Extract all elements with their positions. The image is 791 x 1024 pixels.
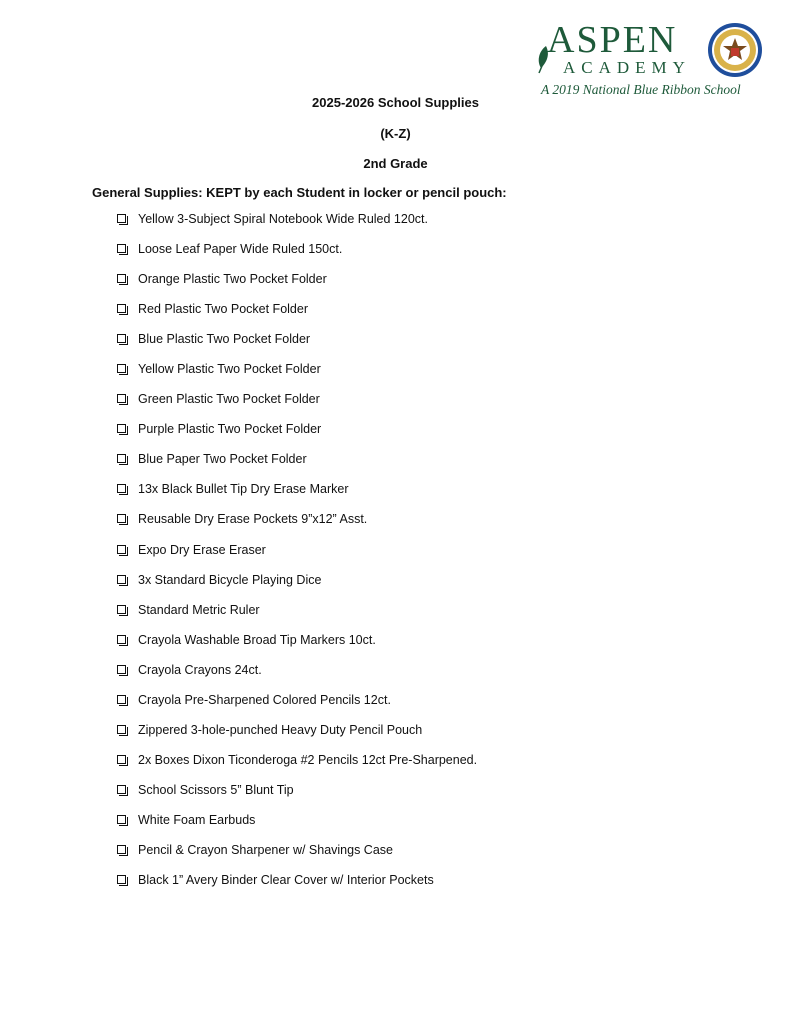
list-item (117, 752, 477, 782)
checkbox-icon (117, 484, 126, 493)
list-item-label: Red Plastic Two Pocket Folder (138, 302, 308, 317)
list-item (117, 722, 477, 752)
checkbox-icon (117, 454, 126, 463)
checkbox-icon (117, 695, 126, 704)
list-item-label: Expo Dry Erase Eraser (138, 542, 266, 557)
checkbox-icon (117, 785, 126, 794)
logo-subtitle: ACADEMY (563, 58, 691, 77)
list-item (117, 331, 477, 361)
checkbox-icon (117, 424, 126, 433)
list-item (117, 271, 477, 301)
list-item-label: 13x Black Bullet Tip Dry Erase Marker (138, 482, 349, 497)
list-item (117, 361, 477, 391)
list-item (117, 391, 477, 421)
list-item-label: 3x Standard Bicycle Playing Dice (138, 572, 322, 587)
list-item (117, 602, 477, 632)
checkbox-icon (117, 755, 126, 764)
list-item (117, 812, 477, 842)
document-title: 2025-2026 School Supplies (312, 95, 479, 110)
list-item-label: Black 1” Avery Binder Clear Cover w/ Interior Pockets (138, 873, 434, 888)
list-item (117, 572, 477, 602)
list-item-label: Green Plastic Two Pocket Folder (138, 392, 320, 407)
supply-list (117, 211, 477, 902)
list-item (117, 511, 477, 541)
checkbox-icon (117, 364, 126, 373)
list-item-label: Yellow Plastic Two Pocket Folder (138, 362, 321, 377)
checkbox-icon (117, 815, 126, 824)
checkbox-icon (117, 575, 126, 584)
list-item-label: Standard Metric Ruler (138, 602, 260, 617)
list-item (117, 241, 477, 271)
list-item (117, 782, 477, 812)
checkbox-icon (117, 394, 126, 403)
list-item-label: Purple Plastic Two Pocket Folder (138, 422, 322, 437)
list-item (117, 842, 477, 872)
list-item-label: Loose Leaf Paper Wide Ruled 150ct. (138, 242, 343, 257)
checkbox-icon (117, 665, 126, 674)
checkbox-icon (117, 514, 126, 523)
list-item-label: Zippered 3-hole-punched Heavy Duty Pencil Pouch (138, 722, 423, 737)
national-blue-ribbon-seal-icon (707, 22, 763, 78)
list-item-label: Blue Plastic Two Pocket Folder (138, 332, 311, 347)
list-item (117, 481, 477, 511)
checkbox-icon (117, 725, 126, 734)
list-item (117, 451, 477, 481)
checkbox-icon (117, 545, 126, 554)
grade-range: (K-Z) (380, 126, 411, 141)
checkbox-icon (117, 214, 126, 223)
list-item (117, 211, 477, 241)
school-logo (535, 18, 770, 104)
checkbox-icon (117, 875, 126, 884)
checkbox-icon (117, 274, 126, 283)
list-item (117, 301, 477, 331)
list-item-label: Crayola Crayons 24ct. (138, 662, 262, 677)
checkbox-icon (117, 845, 126, 854)
list-item-label: Crayola Washable Broad Tip Markers 10ct. (138, 632, 376, 647)
checkbox-icon (117, 304, 126, 313)
list-item-label: Yellow 3-Subject Spiral Notebook Wide Ruled 120ct. (138, 212, 428, 226)
list-item-label: Reusable Dry Erase Pockets 9”x12” Asst. (138, 512, 368, 527)
list-item-label: School Scissors 5” Blunt Tip (138, 782, 294, 797)
checkbox-icon (117, 605, 126, 614)
checkbox-icon (117, 244, 126, 253)
logo-tagline: A 2019 National Blue Ribbon School (541, 82, 741, 97)
list-item-label: Orange Plastic Two Pocket Folder (138, 272, 327, 287)
section-heading: General Supplies: KEPT by each Student in locker or pencil pouch: (92, 185, 507, 200)
list-item-label: Pencil & Crayon Sharpener w/ Shavings Case (138, 842, 393, 857)
list-item (117, 662, 477, 692)
list-item-label: 2x Boxes Dixon Ticonderoga #2 Pencils 12ct Pre-Sharpened. (138, 752, 478, 767)
list-item (117, 632, 477, 662)
list-item-label: White Foam Earbuds (138, 812, 256, 827)
list-item (117, 421, 477, 451)
list-item-label: Blue Paper Two Pocket Folder (138, 452, 307, 467)
list-item (117, 872, 477, 902)
list-item-label: Crayola Pre-Sharpened Colored Pencils 12ct. (138, 692, 391, 707)
grade-level: 2nd Grade (363, 156, 428, 171)
checkbox-icon (117, 334, 126, 343)
list-item (117, 542, 477, 572)
checkbox-icon (117, 635, 126, 644)
logo-name: ASPEN (547, 19, 678, 61)
list-item (117, 692, 477, 722)
